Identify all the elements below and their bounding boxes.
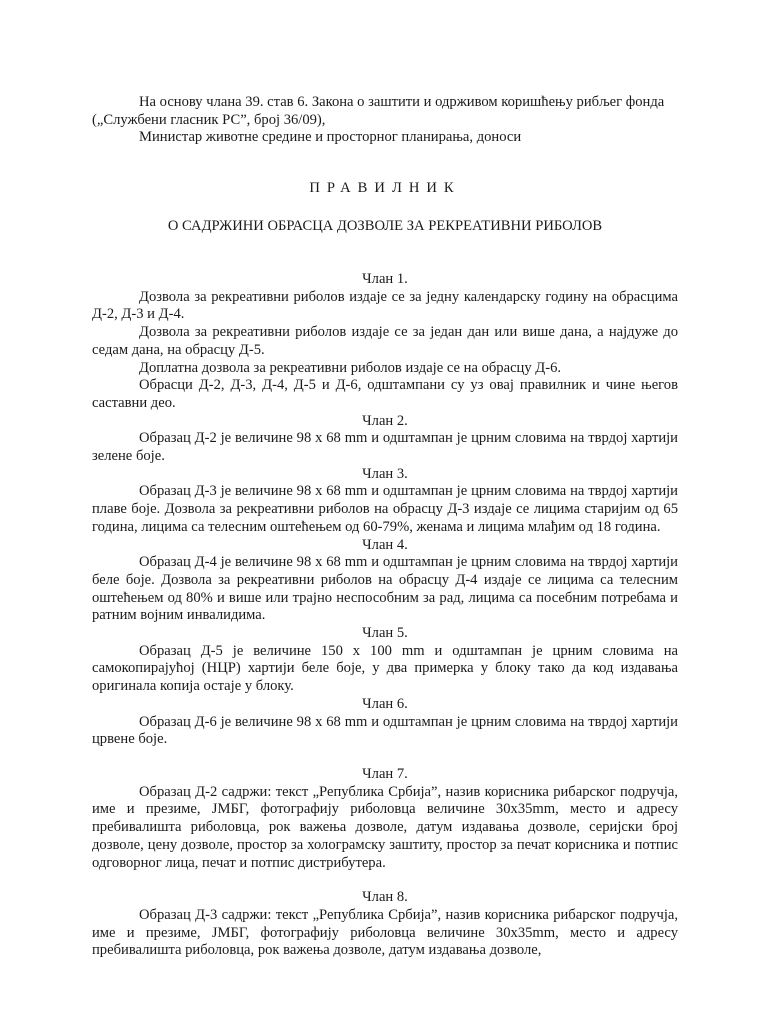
article-paragraph: Образац Д-3 садржи: текст „Република Србија”, назив корисника рибарског подручја, име и презиме, ЈМБГ, фотографију риболовца величине 30x35mm, место и адресу пребивалишта риболовца, рок важења дозволе, датум издавања дозволе,	[92, 906, 678, 959]
article-heading: Члан 3.	[362, 465, 408, 482]
article-paragraph: Образац Д-4 је величине 98 x 68 mm и одштампан је црним словима на тврдој хартији беле боје. Дозвола за рекреативни риболов на обрасцу Д-4 издаје се лицима са телесним оштећењем од 80% и више или трајно неспособним за рад, лицима са посебним потребама и ратним војним инвалидима.	[92, 554, 678, 624]
preamble	[92, 94, 678, 147]
article-2	[92, 413, 678, 466]
spacer	[92, 872, 678, 889]
article-paragraph: Дозвола за рекреативни риболов издаје се за једну календарску годину на обрасцима Д-2, Д-3 и Д-4.	[92, 288, 678, 323]
article-6	[92, 696, 678, 749]
article-5	[92, 625, 678, 696]
article-7	[92, 766, 678, 872]
article-heading: Члан 7.	[362, 765, 408, 782]
article-8	[92, 889, 678, 960]
article-paragraph: Образац Д-3 је величине 98 x 68 mm и одштампан је црним словима на тврдој хартији плаве боје. Дозвола за рекреативни риболов на обрасцу Д-3 издаје се лицима старијим од 65 година, лицима са телесним оштећењем од 60-79%, женама и лицима млађим од 18 година.	[92, 483, 678, 535]
article-paragraph: Образац Д-6 је величине 98 x 68 mm и одштампан је црним словима на тврдој хартији црвене боје.	[92, 713, 678, 748]
article-paragraph: Образац Д-5 је величине 150 x 100 mm и одштампан је црним словима на самокопирајућој (НЦР) хартији беле боје, у два примерка у блоку тако да код издавања оригинала копија остаје у блоку.	[92, 642, 678, 695]
article-heading: Члан 2.	[362, 412, 408, 429]
article-paragraph: Образац Д-2 је величине 98 x 68 mm и одштампан је црним словима на тврдој хартији зелене боје.	[92, 430, 678, 465]
preamble-enacting-clause: Министар животне средине и просторног планирања, доноси	[139, 129, 522, 146]
spacer	[92, 749, 678, 766]
document-title: ПРАВИЛНИК	[309, 180, 461, 196]
article-paragraph: Образац Д-2 садржи: текст „Република Србија”, назив корисника рибарског подручја, име и презиме, ЈМБГ, фотографију риболовца величине 30x35mm, место и адресу пребивалишта риболовца, рок важења дозволе, датум издавања дозволе, серијски број дозволе, цену дозволе, простор за холограмску заштиту, простор за печат корисника и потпис одговорног лица, печат и потпис дистрибутера.	[92, 783, 678, 871]
article-heading: Члан 1.	[362, 271, 408, 287]
article-heading: Члан 4.	[362, 536, 408, 553]
article-heading: Члан 5.	[362, 625, 408, 642]
document-subtitle: О САДРЖИНИ ОБРАСЦА ДОЗВОЛЕ ЗА РЕКРЕАТИВНИ РИБОЛОВ	[167, 218, 603, 234]
article-paragraph: Обрасци Д-2, Д-3, Д-4, Д-5 и Д-6, одштампани су уз овај правилник и чине његов саставни део.	[92, 377, 678, 411]
article-paragraph: Доплатна дозвола за рекреативни риболов издаје се на обрасцу Д-6.	[139, 359, 562, 376]
article-heading: Члан 6.	[362, 695, 408, 712]
article-3	[92, 466, 678, 537]
article-paragraph: Дозвола за рекреативни риболов издаје се за један дан или више дана, а најдуже до седам дана, на обрасцу Д-5.	[92, 324, 678, 358]
article-heading: Члан 8.	[362, 889, 408, 906]
article-4	[92, 537, 678, 626]
articles	[92, 271, 678, 960]
article-1	[92, 271, 678, 413]
preamble-legal-basis: На основу члана 39. став 6. Закона о заштити и одрживом коришћењу рибљег фонда („Службени гласник РС”, број 36/09),	[92, 94, 665, 128]
